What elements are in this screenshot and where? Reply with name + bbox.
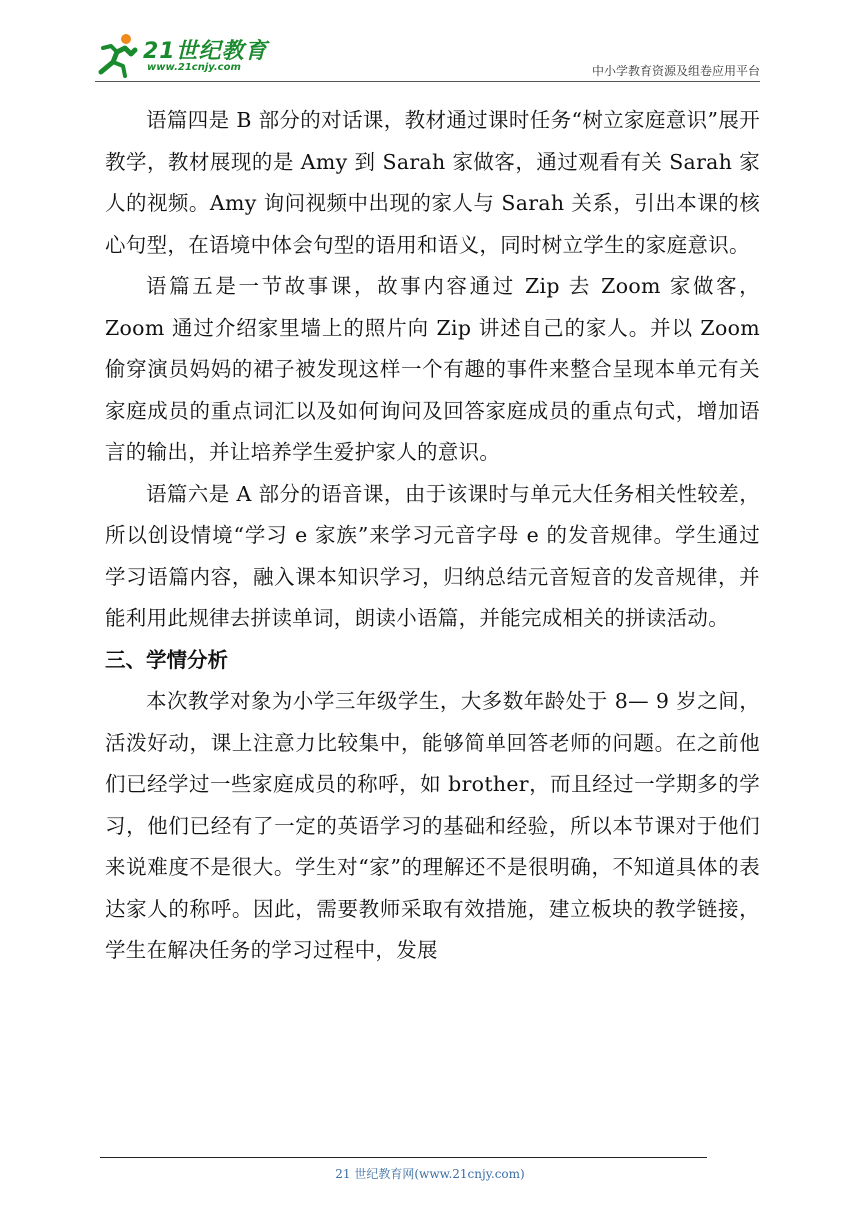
header-divider bbox=[95, 81, 760, 82]
logo-text: 21世纪教育 bbox=[143, 39, 268, 64]
footer-link[interactable]: 21 世纪教育网(www.21cnjy.com) bbox=[335, 1167, 525, 1181]
paragraph-text-four: 语篇四是 B 部分的对话课，教材通过课时任务“树立家庭意识”展开教学，教材展现的是 Amy 到 Sarah 家做客，通过观看有关 Sarah 家人的视频。Amy 询问视频中出现的家人与 Sarah 关系，引出本课的核心句型，在语境中体会句型的语用和语义，同时树立学生的家庭意识。 bbox=[105, 108, 760, 257]
page-header bbox=[95, 30, 760, 82]
paragraph-learner-analysis: 本次教学对象为小学三年级学生，大多数年龄处于 8— 9 岁之间，活泼好动，课上注意力比较集中，能够简单回答老师的问题。在之前他们已经学过一些家庭成员的称呼，如 brother，而且经过一学期多的学习，他们已经有了一定的英语学习的基础和经验，所以本节课对于他们来说难度不是很大。学生对“家”的理解还不是很明确，不知道具体的表达家人的称呼。因此，需要教师采取有效措施，建立板块的教学链接，学生在解决任务的学习过程中，发展 bbox=[105, 689, 760, 962]
section-heading: 三、学情分析 bbox=[105, 647, 228, 672]
footer-divider bbox=[100, 1157, 707, 1158]
logo-url: www.21cnjy.com bbox=[147, 62, 241, 73]
paragraph-text-five: 语篇五是一节故事课，故事内容通过 Zip 去 Zoom 家做客，Zoom 通过介绍家里墙上的照片向 Zip 讲述自己的家人。并以 Zoom 偷穿演员妈妈的裙子被发现这样一个有趣的事件来整合呈现本单元有关家庭成员的重点词汇以及如何询问及回答家庭成员的重点句式，增加语言的输出，并让培养学生爱护家人的意识。 bbox=[105, 274, 760, 464]
runner-icon bbox=[95, 32, 141, 78]
paragraph-text-six: 语篇六是 A 部分的语音课，由于该课时与单元大任务相关性较差，所以创设情境“学习 e 家族”来学习元音字母 e 的发音规律。学生通过学习语篇内容，融入课本知识学习，归纳总结元音短音的发音规律，并能利用此规律去拼读单词，朗读小语篇，并能完成相关的拼读活动。 bbox=[105, 481, 760, 630]
site-logo[interactable] bbox=[95, 32, 268, 78]
platform-name: 中小学教育资源及组卷应用平台 bbox=[591, 64, 760, 78]
document-body bbox=[105, 100, 760, 972]
